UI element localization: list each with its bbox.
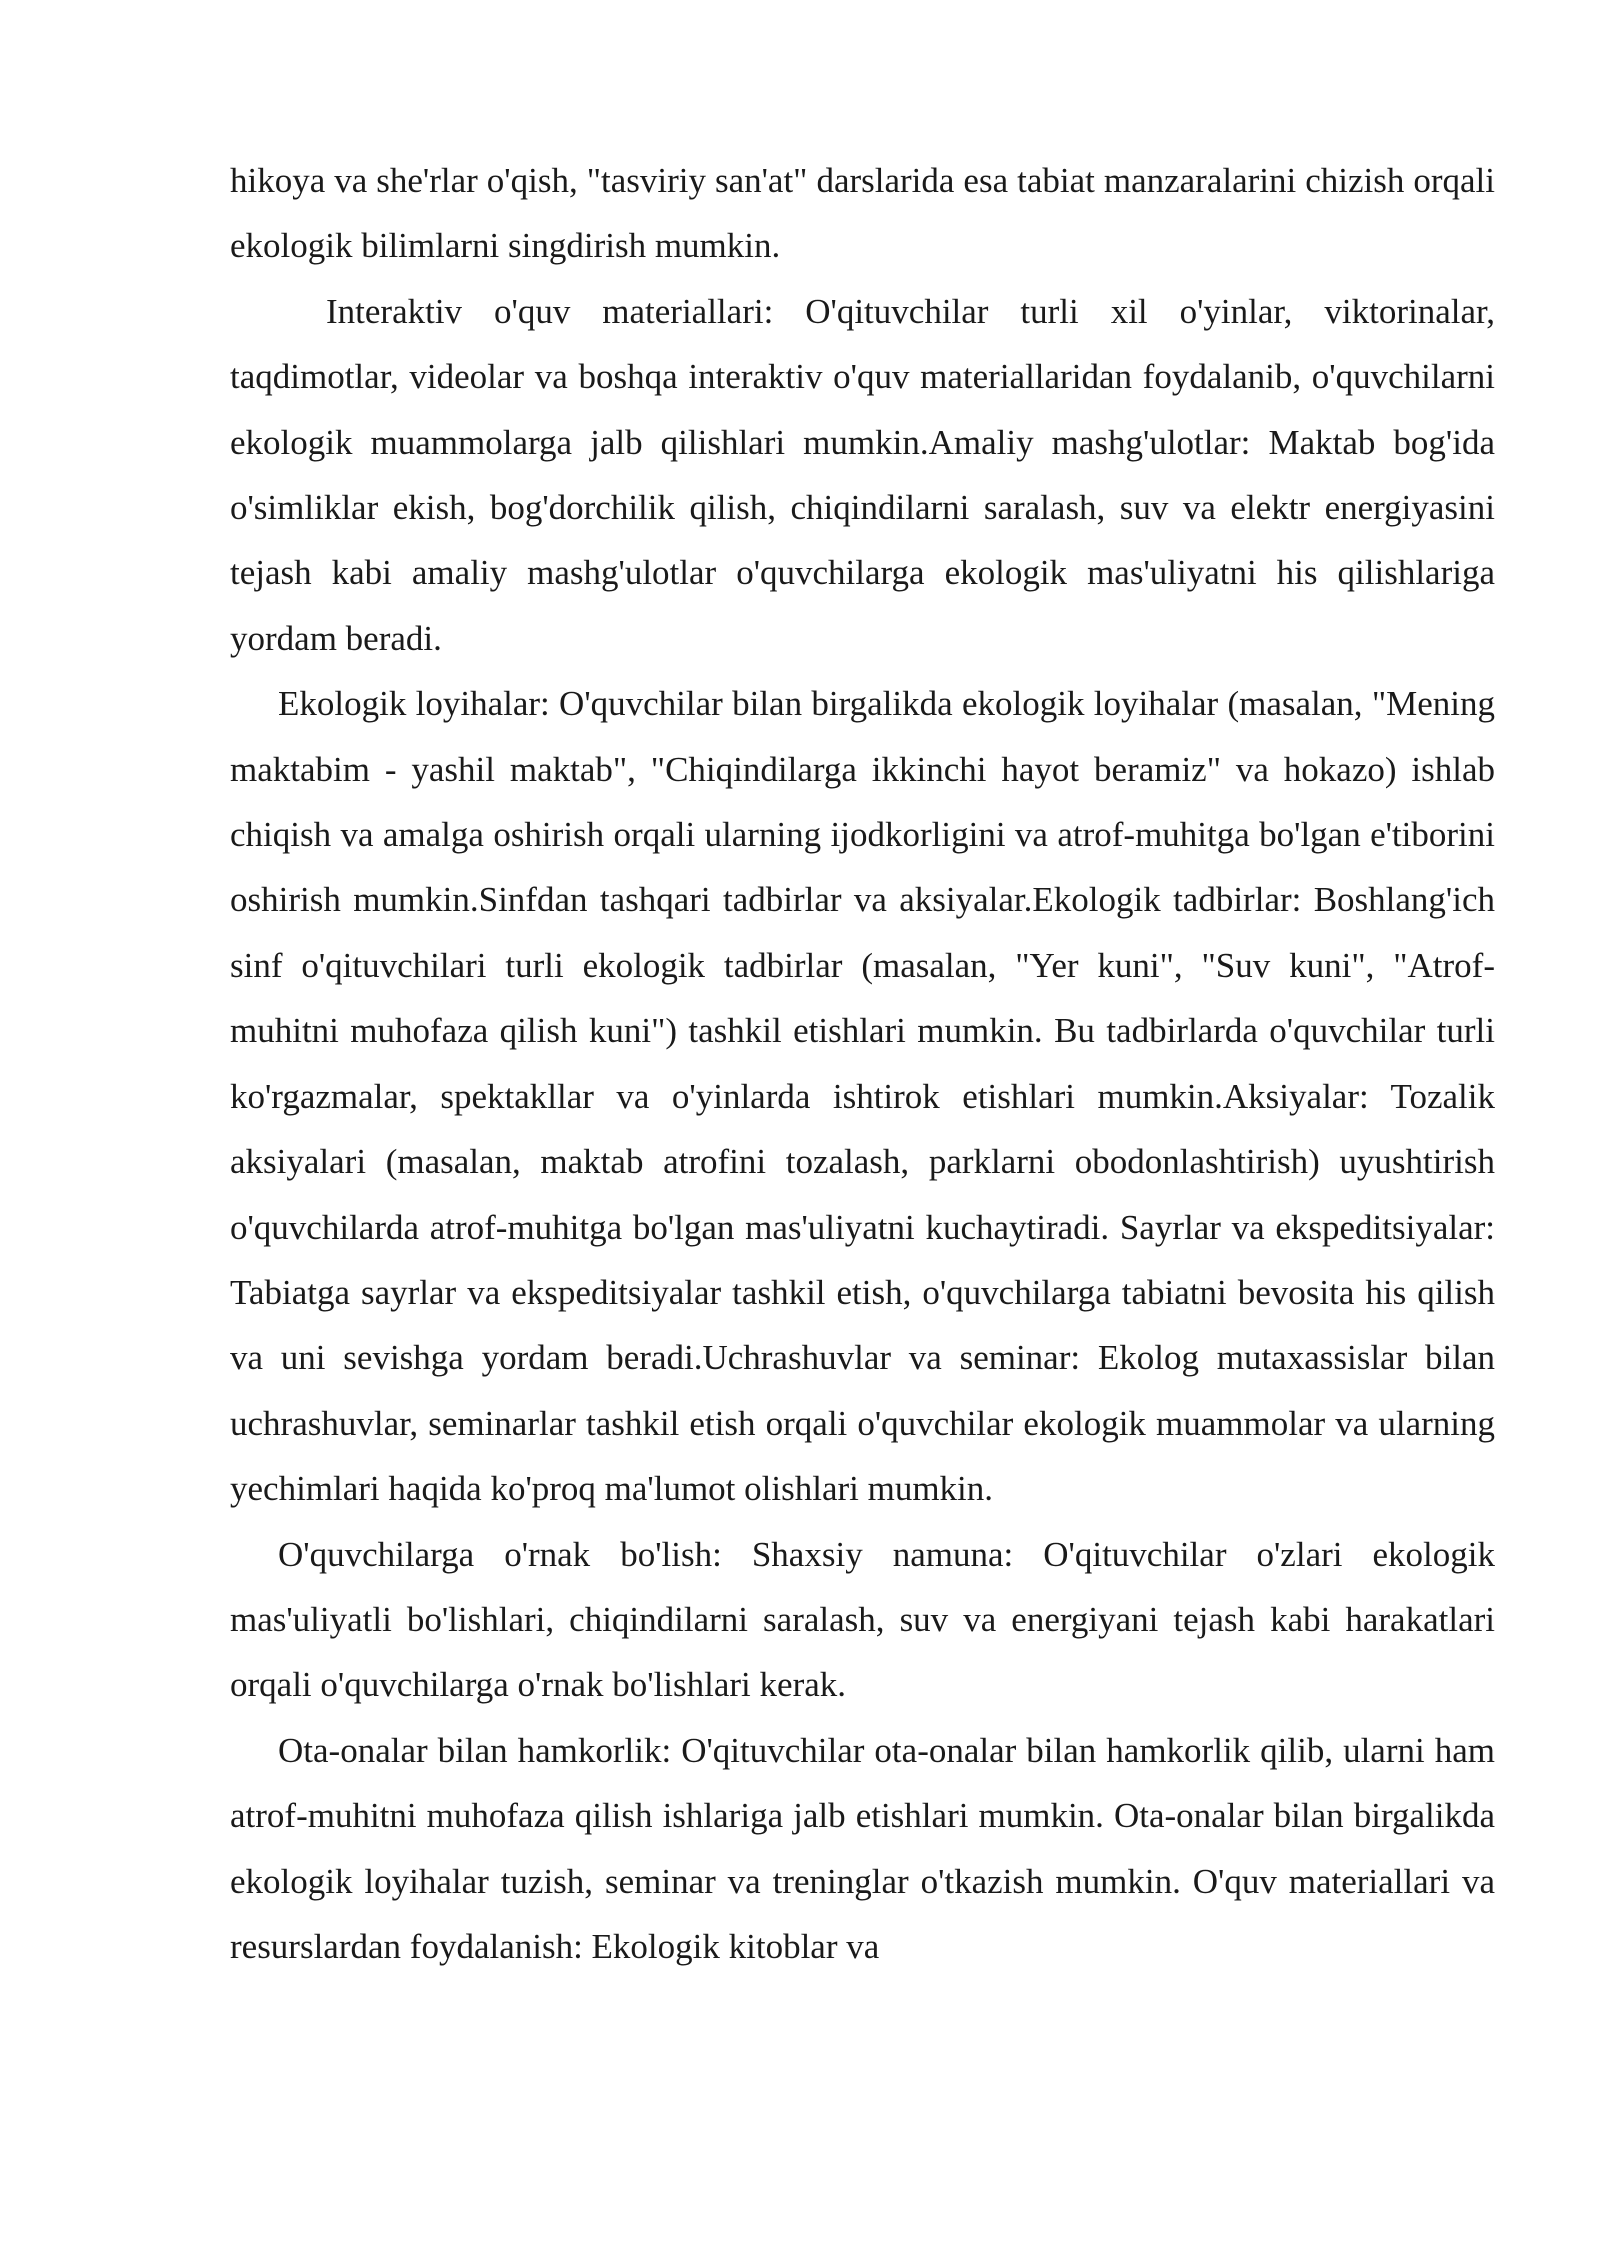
paragraph-parent-cooperation: Ota-onalar bilan hamkorlik: O'qituvchilar ota-onalar bilan hamkorlik qilib, ularni ham atrof-muhitni muhofaza qilish ishlariga jalb etishlari mumkin. Ota-onalar bilan birgalikda ekologik loyihalar tuzish, seminar va treninglar o'tkazish mumkin. O'quv materiallari va resurslardan foydalanish: Ekologik kitoblar va bbox=[230, 1730, 1495, 1966]
paragraph-interactive-materials: Interaktiv o'quv materiallari: O'qituvchilar turli xil o'yinlar, viktorinalar, taqdimotlar, videolar va boshqa interaktiv o'quv materiallaridan foydalanib, o'quvchilarni ekologik muammolarga jalb qilishlari mumkin.Amaliy mashg'ulotlar: Maktab bog'ida o'simliklar ekish, bog'dorchilik qilish, chiqindilarni saralash, suv va elektr energiyasini tejash kabi amaliy mashg'ulotlar o'quvchilarga ekologik mas'uliyatni his qilishlariga yordam beradi. bbox=[230, 291, 1495, 658]
paragraph-role-model: O'quvchilarga o'rnak bo'lish: Shaxsiy namuna: O'qituvchilar o'zlari ekologik mas'uliyatli bo'lishlari, chiqindilarni saralash, suv va energiyani tejash kabi harakatlari orqali o'quvchilarga o'rnak bo'lishlari kerak. bbox=[230, 1534, 1495, 1705]
document-page bbox=[230, 148, 1495, 1979]
paragraph-ecological-projects: Ekologik loyihalar: O'quvchilar bilan birgalikda ekologik loyihalar (masalan, "Mening maktabim - yashil maktab", "Chiqindilarga ikkinchi hayot beramiz" va hokazo) ishlab chiqish va amalga oshirish orqali ularning ijodkorligini va atrof-muhitga bo'lgan e'tiborini oshirish mumkin.Sinfdan tashqari tadbirlar va aksiyalar.Ekologik tadbirlar: Boshlang'ich sinf o'qituvchilari turli ekologik tadbirlar (masalan, "Yer kuni", "Suv kuni", "Atrof-muhitni muhofaza qilish kuni") tashkil etishlari mumkin. Bu tadbirlarda o'quvchilar turli ko'rgazmalar, spektakllar va o'yinlarda ishtirok etishlari mumkin.Aksiyalar: Tozalik aksiyalari (masalan, maktab atrofini tozalash, parklarni obodonlashtirish) uyushtirish o'quvchilarda atrof-muhitga bo'lgan mas'uliyatni kuchaytiradi. Sayrlar va ekspeditsiyalar: Tabiatga sayrlar va ekspeditsiyalar tashkil etish, o'quvchilarga tabiatni bevosita his qilish va uni sevishga yordam beradi.Uchrashuvlar va seminar: Ekolog mutaxassislar bilan uchrashuvlar, seminarlar tashkil etish orqali o'quvchilar ekologik muammolar va ularning yechimlari haqida ko'proq ma'lumot olishlari mumkin. bbox=[230, 684, 1495, 1509]
paragraph-continuation: hikoya va she'rlar o'qish, "tasviriy san'at" darslarida esa tabiat manzaralarini chizish orqali ekologik bilimlarni singdirish mumkin. bbox=[230, 161, 1495, 266]
